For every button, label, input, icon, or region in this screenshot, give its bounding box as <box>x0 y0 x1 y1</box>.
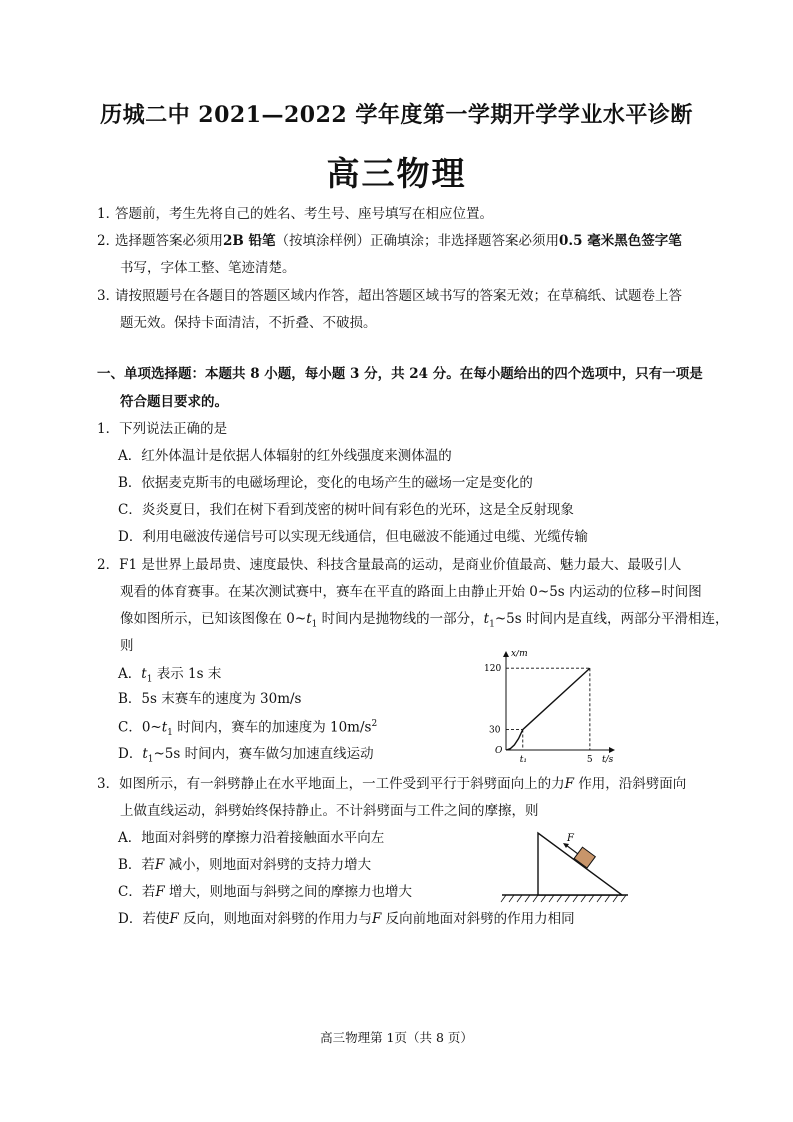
q3-text: 作用，沿斜劈面向 <box>573 776 687 792</box>
instruction-3-cont: 题无效。保持卡面清洁，不折叠、不破损。 <box>120 315 377 331</box>
q2-stem-line2: 观看的体育赛事。在某次测试赛中，赛车在平直的路面上由静止开始 0~5s 内运动的位移−时间图 <box>120 584 702 600</box>
q2-opt-text: 时间内，赛车的加速度为 10m/s <box>172 719 372 736</box>
q2-option-a <box>118 664 221 690</box>
instruction-number: 1． <box>97 206 120 222</box>
q2-option-d <box>118 744 374 770</box>
instruction-2-cont: 书写，字体工整、笔迹清楚。 <box>120 260 296 276</box>
y-axis-label: x/m <box>511 650 528 659</box>
parabola-segment <box>506 730 523 750</box>
q2-displacement-time-graph <box>470 650 620 770</box>
instruction-text: 答题前，考生先将自己的姓名、考生号、座号填写在相应位置。 <box>115 206 493 222</box>
q3-var-f: F <box>169 911 179 927</box>
q3-option-d <box>118 909 575 929</box>
q2-var-t: t <box>141 666 147 682</box>
q3-var-f: F <box>154 857 165 873</box>
instruction-1 <box>97 204 493 224</box>
instruction-bold: 2B 铅笔 <box>223 233 276 249</box>
q2-opt-label: A． <box>118 666 142 682</box>
q3-option-b <box>118 855 371 875</box>
q2-option-c <box>118 714 377 743</box>
x-tick-label: 5 <box>586 755 593 765</box>
q2-sup: 2 <box>371 719 378 729</box>
q3-var-f: F <box>564 776 574 792</box>
q1-stem: 1．下列说法正确的是 <box>97 421 228 437</box>
origin-label: O <box>495 746 503 756</box>
q1-option-b: B．依据麦克斯韦的电磁场理论，变化的电场产生的磁场一定是变化的 <box>118 475 533 491</box>
q2-text: ~5s 时间内是直线，两部分平滑相连， <box>494 611 729 627</box>
section-heading: 一、单项选择题：本题共 8 小题，每小题 3 分，共 24 分。在每小题给出的四个选项中，只有一项是 <box>97 366 703 382</box>
q3-opt-text: B．若 <box>118 857 155 873</box>
q2-sub: 1 <box>147 754 154 765</box>
instruction-number: 2． <box>97 233 120 249</box>
force-arrow <box>566 845 578 854</box>
line-segment <box>523 668 590 729</box>
q1-option-c: C．炎炎夏日，我们在树下看到茂密的树叶间有彩色的光环，这是全反射现象 <box>118 502 574 518</box>
q3-opt-text: 减小，则地面对斜劈的支持力增大 <box>164 857 372 873</box>
instruction-text: 请按照题号在各题目的答题区域内作答，超出答题区域书写的答案无效；在草稿纸、试题卷上答 <box>115 288 682 304</box>
q2-var-t: t <box>306 611 312 627</box>
instruction-number: 3． <box>97 288 120 304</box>
force-label: F <box>567 833 574 844</box>
q2-opt-label: D． <box>118 746 143 762</box>
q2-text: 像如图所示，已知该图像在 0~ <box>120 611 307 627</box>
q3-option-c <box>118 882 412 902</box>
instruction-text: 选择题答案必须用 <box>115 233 223 249</box>
q3-opt-text: 反向，则地面对斜劈的作用力与 <box>178 911 372 927</box>
q3-stem-line2: 上做直线运动，斜劈始终保持静止。不计斜劈面与工件之间的摩擦，则 <box>120 803 539 819</box>
q3-var-f: F <box>372 911 382 927</box>
instruction-text: （按填涂样例）正确填涂；非选择题答案必须用 <box>275 233 560 249</box>
q3-opt-text: 反向前地面对斜劈的作用力相同 <box>381 911 575 927</box>
y-tick-label: 120 <box>484 664 502 675</box>
q2-stem-line3 <box>120 609 728 635</box>
ground-hatching <box>501 895 626 902</box>
q3-opt-text: C．若 <box>118 884 156 900</box>
q2-var-t: t <box>161 719 168 736</box>
instruction-bold: 0.5 毫米黑色签字笔 <box>559 233 682 249</box>
q3-opt-text: D．若使 <box>118 911 170 927</box>
page-footer: 高三物理第 1页（共 8 页） <box>320 1030 473 1045</box>
wedge <box>538 833 622 895</box>
x-tick-label: t₁ <box>519 755 528 765</box>
section-heading-cont: 符合题目要求的。 <box>120 394 228 410</box>
subject-title: 高三物理 <box>326 154 467 193</box>
q2-text: 时间内是抛物线的一部分， <box>317 611 484 627</box>
instruction-3 <box>97 286 682 306</box>
q1-option-a: A．红外体温计是依据人体辐射的红外线强度来测体温的 <box>118 448 452 464</box>
q2-var-t: t <box>142 746 148 762</box>
q2-sub: 1 <box>167 728 173 739</box>
q2-opt-text: 表示 1s 末 <box>152 666 222 682</box>
q3-var-f: F <box>155 884 165 900</box>
q3-opt-text: 增大，则地面与斜劈之间的摩擦力也增大 <box>164 884 413 900</box>
q1-option-d: D．利用电磁波传递信号可以实现无线通信，但电磁波不能通过电缆、光缆传输 <box>118 529 588 545</box>
q2-sub: 1 <box>146 674 153 685</box>
q2-stem-line4: 则 <box>120 638 134 654</box>
x-axis-label: t/s <box>602 755 614 765</box>
y-tick-label: 30 <box>489 725 501 736</box>
school-title: 历城二中 2021—2022 学年度第一学期开学学业水平诊断 <box>100 102 693 128</box>
q2-option-b: B．5s 末赛车的速度为 30m/s <box>118 691 302 707</box>
q3-text: 3．如图所示，有一斜劈静止在水平地面上，一工件受到平行于斜劈面向上的力 <box>97 776 565 792</box>
q2-var-t: t <box>483 611 490 627</box>
q3-wedge-figure <box>500 825 630 905</box>
q2-stem-line1: 2．F1 是世界上最昂贵、速度最快、科技含量最高的运动，是商业价值最高、魅力最大、最吸引人 <box>97 557 682 573</box>
q2-opt-text: ~5s 时间内，赛车做匀加速直线运动 <box>153 746 374 762</box>
instruction-2 <box>97 231 682 251</box>
q2-sub: 1 <box>311 619 318 630</box>
q2-sub: 1 <box>489 619 495 630</box>
q3-option-a: A．地面对斜劈的摩擦力沿着接触面水平向左 <box>118 830 385 846</box>
q2-opt-text: C．0~ <box>118 719 162 736</box>
q3-stem-line1 <box>97 774 686 794</box>
